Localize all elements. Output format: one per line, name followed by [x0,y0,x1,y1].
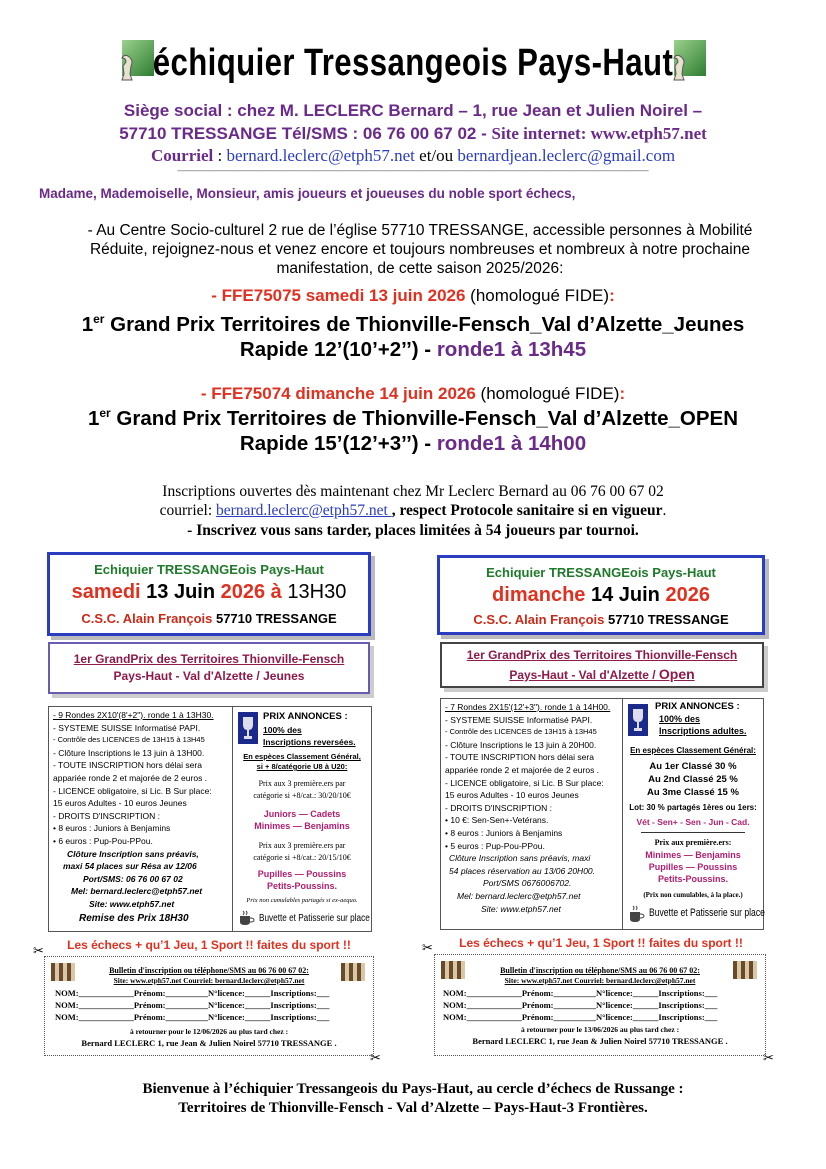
event1-code-line: - FFE75075 samedi 13 juin 2026 (homologué FIDE): [211,286,615,305]
event1-title: 1er Grand Prix Territoires de Thionville-Fensch_Val d’Alzette_Jeunes [81,312,745,336]
flyer-left-bulletin: Bulletin d'inscription ou téléphone/SMS au 06 76 00 67 02: Site: www.etph57.net Courriel: bernard.leclerc@etph57.net NOM:_____________Prénom:__________N°licence:______Inscriptions:___ NOM:_____________Prénom:__________N°licence:______Inscriptions:___ NOM:_____________Prénom:__________N°licence:______Inscriptions:___ à retourner pour le 12/06/2026 au plus tard chez : Bernard LECLERC 1, rue Jean & Julien Noirel 57710 TRESSANGE . [44,956,374,1056]
form-row[interactable]: NOM:_____________Prénom:__________N°licence:______Inscriptions:___ [443,1012,718,1022]
address-line-2: 57710 TRESSANGE Tél/SMS : 06 76 00 67 02 - Site internet: www.etph57.net [119,124,707,143]
flyer-left-header-box [47,552,371,636]
flyer-left-rules: - 9 Rondes 2X10'(8'+2"). ronde 1 à 13H30. - SYSTEME SUISSE Informatisé PAPI. - Contrôle des LICENCES de 13H15 à 13H45 - Clôture Inscriptions le 13 juin à 13H00. - TOUTE INSCRIPTION hors délai sera appariée ronde 2 et majorée de 2 euros . - LICENCE obligatoire, si Lic. B Sur place: 15 euros Adultes - 10 euros Jeunes - DROITS D'INSCRIPTION : • 8 euros : Juniors à Benjamins • 6 euros : Pup-Pou-PPou. Clôture Inscription sans préavis, maxi 54 places sur Résa av 12/06 Port/SMS: 06 76 00 67 02 Mel: bernard.leclerc@etph57.net Site: www.etph57.net Remise des Prix 18H30 [53,710,214,924]
intro-line-1: - Au Centre Socio-culturel 2 rue de l’église 57710 TRESSANGE, accessible personnes à Mobilité [87,222,753,239]
flyer-right-rules-box [440,698,651,930]
flyer-left-rules-box [48,706,258,932]
flyer-right-gp-box [440,642,764,688]
event2-code-line: - FFE75074 dimanche 14 juin 2026 (homologué FIDE): [200,384,626,403]
flyer-left-club: Echiquier TRESSANGEois Pays-Haut [94,562,324,577]
email-link-2[interactable]: bernardjean.leclerc@gmail.com [457,146,676,165]
scissors-icon: ✂ [33,943,44,958]
divider [641,832,745,833]
flyer-left-prix-box: PRIX ANNONCES : 100% des Inscriptions reversées. En espèces Classement Général, si + 8/catégorie U8 à U20: Prix aux 3 première.ers par catégorie si +8/cat.: 30/20/10€ Juniors — Cadets Minimes — Benjamins Prix aux 3 première.ers par catégorie si +8/cat.: 20/15/10€ Pupilles — Poussins Petits-Poussins. Prix non cumulables partagés si ex-aequo. Buvette et Patisserie sur place [232,706,372,932]
flyer-left-gp-2: Pays-Haut - Val d'Alzette / Jeunes [113,669,305,683]
flyer-right-prix-title: PRIX ANNONCES : [655,701,740,712]
inscriptions-line-2: courriel: bernard.leclerc@etph57.net , respect Protocole sanitaire si en vigueur. [159,502,667,519]
inscriptions-line-1: Inscriptions ouvertes dès maintenant chez Mr Leclerc Bernard au 06 76 00 67 02 [162,483,664,500]
footer-line-2: Territoires de Thionville-Fensch - Val d’Alzette – Pays-Haut-3 Frontières. [178,1100,648,1116]
scissors-icon: ✂ [422,940,433,955]
flyer-right-gp-1: 1er GrandPrix des Territoires Thionville-Fensch [466,648,738,662]
form-row[interactable]: NOM:_____________Prénom:__________N°licence:______Inscriptions:___ [55,988,330,998]
flyer-right-date: dimanche 14 Juin 2026 [492,584,710,606]
event2-rapide: Rapide 15’(12’+3’’) - ronde1 à 14h00 [239,432,587,455]
page-title: échiquier Tressangeois Pays-Haut [152,42,674,84]
coffee-cup-icon [627,904,645,924]
flyer-left-csc: C.S.C. Alain François 57710 TRESSANGE [81,611,337,626]
form-row[interactable]: NOM:_____________Prénom:__________N°licence:______Inscriptions:___ [443,988,718,998]
scissors-icon: ✂ [763,1050,774,1065]
trophy-icon [237,711,259,745]
site-internet-label: Site internet [491,124,581,143]
flyer-right-club: Echiquier TRESSANGEois Pays-Haut [486,565,716,580]
flyer-left-prix-title: PRIX ANNONCES : [263,711,348,722]
flyer-right-gp-2: Pays-Haut - Val d'Alzette / Open [509,666,695,682]
address-line-1: Siège social : chez M. LECLERC Bernard – 1, rue Jean et Julien Noirel – [123,101,703,120]
scissors-icon: ✂ [370,1050,381,1065]
trophy-icon [627,703,649,737]
courriel-line: Courriel : bernard.leclerc@etph57.net et/ou bernardjean.leclerc@gmail.com [150,146,676,165]
intro-line-2: Réduite, rejoignez-nous et venez encore et toujours nombreuses et nombreux à notre prochaine [89,241,750,258]
email-link-1[interactable]: bernard.leclerc@etph57.net [226,146,415,165]
flyer-right-bulletin: Bulletin d'inscription ou téléphone/SMS au 06 76 00 67 02: Site: www.etph57.net Courriel: bernard.leclerc@etph57.net NOM:_____________Prénom:__________N°licence:______Inscriptions:___ NOM:_____________Prénom:__________N°licence:______Inscriptions:___ NOM:_____________Prénom:__________N°licence:______Inscriptions:___ à retourner pour le 13/06/2026 au plus tard chez : Bernard LECLERC 1, rue Jean & Julien Noirel 57710 TRESSANGE . [434,954,766,1056]
inscriptions-email-link[interactable]: bernard.leclerc@etph57.net [216,502,392,519]
intro-line-3: manifestation, de cette saison 2025/2026: [276,260,564,277]
greeting: Madame, Mademoiselle, Monsieur, amis joueurs et joueuses du noble sport échecs, [39,186,576,201]
flyer-left-date: samedi 13 Juin 2026 à 13H30 [71,581,347,603]
coffee-cup-icon [237,909,255,927]
flyer-left-gp-box [48,642,370,694]
header-rule: _____________________________________________________________________________ [177,160,649,172]
flyer-right-csc: C.S.C. Alain François 57710 TRESSANGE [473,612,729,627]
footer-line-1: Bienvenue à l’échiquier Tressangeois du Pays-Haut, au cercle d’échecs de Russange : [142,1081,684,1097]
flyer-left-gp-1: 1er GrandPrix des Territoires Thionville-Fensch [73,652,345,666]
flyer-right-prix-box: PRIX ANNONCES : 100% des Inscriptions adultes. En espèces Classement Général: Au 1er Classé 30 % Au 2nd Classé 25 % Au 3me Classé 15 % Lot: 30 % partagés 1ères ou 1ers: Vét - Sen+ - Sen - Jun - Cad. Prix aux première.ers: Minimes — Benjamins Pupilles — Poussins Petits-Poussins. (Prix non cumulables, à la place.) Buvette et Patisserie sur place [622,698,764,930]
site-internet-link[interactable]: : www.etph57.net [580,124,707,143]
form-row[interactable]: NOM:_____________Prénom:__________N°licence:______Inscriptions:___ [55,1000,330,1010]
flyer-left-slogan: Les échecs + qu’1 Jeu, 1 Sport !! faites du sport !! [67,938,351,952]
form-row[interactable]: NOM:_____________Prénom:__________N°licence:______Inscriptions:___ [443,1000,718,1010]
form-row[interactable]: NOM:_____________Prénom:__________N°licence:______Inscriptions:___ [55,1012,330,1022]
event2-title: 1er Grand Prix Territoires de Thionville-Fensch_Val d’Alzette_OPEN [87,406,739,430]
inscriptions-line-3: - Inscrivez vous sans tarder, places limitées à 54 joueurs par tournoi. [187,522,639,539]
event1-rapide: Rapide 12’(10’+2’’) - ronde1 à 13h45 [239,338,587,361]
flyer-right-slogan: Les échecs + qu’1 Jeu, 1 Sport !! faites du sport !! [459,936,743,950]
flyer-right-header-box [437,555,765,635]
flyer-right-rules: - 7 Rondes 2X15'(12'+3"). ronde 1 à 14H00. - SYSTEME SUISSE Informatisé PAPI. - Contrôle des LICENCES de 13H15 à 13H45 - Clôture Inscriptions le 13 juin à 20H00. - TOUTE INSCRIPTION hors délai sera appariée ronde 2 et majorée de 2 euros . - LICENCE obligatoire, si Lic. B Sur place: 15 euros Adultes - 10 euros Jeunes - DROITS D'INSCRIPTION : • 10 €: Sen-Sen+-Vetérans. • 8 euros : Juniors à Benjamins • 5 euros : Pup-Pou-PPou. Clôture Inscription sans préavis, maxi 54 places réservation au 13/06 20H00. Port/SMS 0676006702. Mel: bernard.leclerc@etph57.net Site: www.etph57.net [445,702,611,914]
